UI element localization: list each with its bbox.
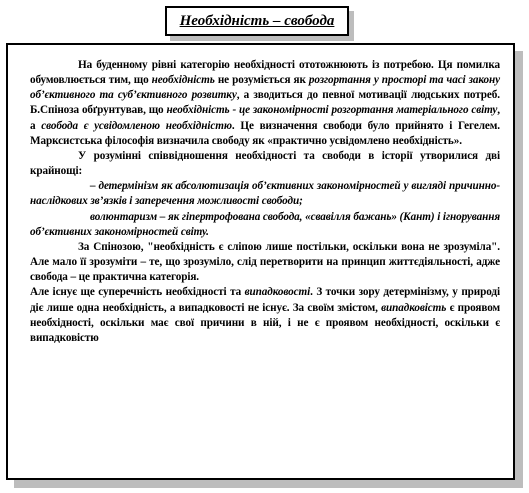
text: не розуміється як — [214, 74, 309, 87]
text-italic: волюнтаризм – як гіпертрофована свобода, «свавілля бажань» (Кант) і ігнорування об’єктивних закономірностей світу. — [30, 210, 500, 238]
text-italic: випадковості — [244, 286, 311, 299]
text: Але існує ще суперечність необхідності та — [30, 286, 245, 299]
paragraph-4 — [30, 210, 500, 240]
paragraph-1 — [30, 58, 500, 149]
paragraph-5: За Спінозою, "необхідність є сліпою лише постільки, оскільки вона не зрозуміла". Але мало її зрозуміти – те, що зрозуміло, слід перетворити на принцип життєдіяльності, адже свобода – це практична категорія. — [30, 240, 500, 284]
paragraph-2: У розумінні співвідношення необхідності та свободи в історії утворилися дві крайнощі: — [30, 149, 500, 178]
text-italic: свобода є усвідомленою необхідністю — [41, 119, 232, 132]
text: . З точки зору детермінізму, у природі діє лише одна необхідність, а випадковості не існує. За своїм змістом, — [30, 286, 500, 314]
text-italic: необхідність - це закономірності розгортання матеріального світу — [166, 104, 498, 117]
paragraph-6 — [30, 285, 500, 346]
text: На буденному рівні категорію необхідності ототожнюють із потребою. Ця помилка обумовлюється тим, що — [30, 59, 500, 87]
text: , а зводиться до певної мотивації людських потреб. Б.Спіноза обґрунтував, що — [30, 89, 500, 117]
page-title: Необхідність – свобода — [179, 12, 335, 29]
text-italic: розгортання у просторі та часі закону об’єктивного та суб’єктивного розвитку — [30, 74, 500, 102]
text-italic: необхідність — [151, 74, 215, 87]
text: . Це визначення свободи було прийнято і Гегелем. Марксистська філософія визначила свободу як «практично усвідомлено необхідність». — [30, 119, 500, 147]
document-body — [30, 58, 500, 346]
text-italic: випадковість — [381, 301, 447, 314]
text-italic: – детермінізм як абсолютизація об’єктивних закономірностей у вигляді причинно-наслідкових зв’язків і заперечення можливості свободи; — [30, 180, 500, 208]
title-box — [165, 6, 349, 36]
text: , а — [30, 104, 500, 132]
paragraph-3 — [30, 179, 500, 209]
text: є проявом необхідності, оскільки має свої причини в ній, і не є проявом необхідності, оскільки є випадковістю — [30, 301, 500, 344]
